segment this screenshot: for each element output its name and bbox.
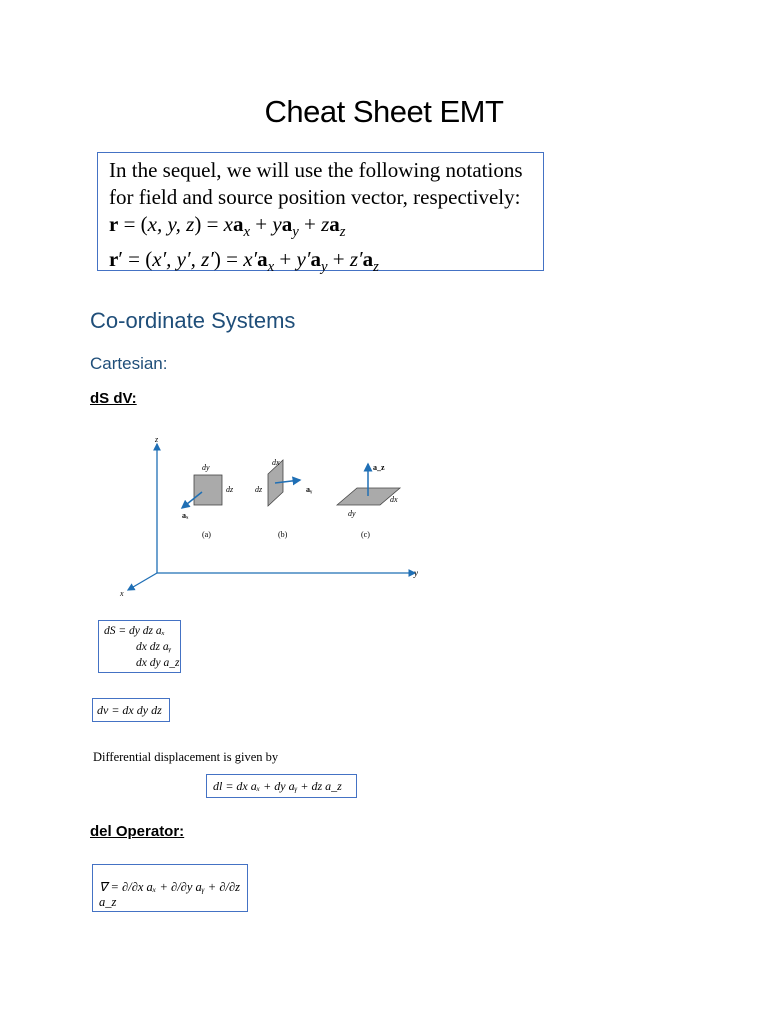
subsection-heading-cartesian: Cartesian:: [90, 354, 168, 373]
surface-c-caption: (c): [361, 530, 370, 539]
del-equation-box: ∇ = ∂/∂x aₓ + ∂/∂y aᵧ + ∂/∂z a_z: [92, 864, 248, 912]
notation-eq-r: r = (x, y, $z) = xa_x + ya_y + za_z$: [109, 212, 346, 241]
page-title: Cheat Sheet EMT: [264, 94, 504, 129]
surface-b-top-label: dx: [272, 458, 280, 467]
surface-a: [194, 475, 222, 505]
surface-a-top-label: dy: [202, 463, 210, 472]
dv-equation-box: dv = dx dy dz: [92, 698, 170, 722]
ds-line-3: dx dy a_z: [136, 657, 180, 669]
z-axis-label: z: [155, 435, 159, 444]
surface-a-side-label: dz: [226, 485, 234, 494]
notation-line-2: for field and source position vector, respectively:: [109, 185, 521, 209]
y-axis-label: y: [414, 568, 418, 578]
label-ds-dv: dS dV:: [90, 390, 137, 407]
surface-b-side-label: dz: [255, 485, 263, 494]
section-heading-coordinate-systems: Co-ordinate Systems: [90, 308, 296, 333]
dl-equation-box: dl = dx aₓ + dy aᵧ + dz a_z: [206, 774, 357, 798]
ds-line-2: dx dz aᵧ: [136, 641, 172, 653]
surface-a-caption: (a): [202, 530, 211, 539]
surface-a-vector-label: aₓ: [182, 511, 189, 520]
x-axis-label: x: [120, 589, 124, 598]
label-del-operator: del Operator:: [90, 823, 185, 840]
surface-b-vector-label: aᵧ: [306, 485, 313, 494]
differential-displacement-text: Differential displacement is given by: [93, 750, 279, 764]
surface-c-vector-label: a_z: [373, 463, 385, 472]
surface-c-dx-label: dx: [390, 495, 398, 504]
differential-surface-figure: [110, 430, 430, 600]
notation-line-1: In the sequel, we will use the following notations: [109, 158, 523, 182]
notation-box: [97, 152, 544, 276]
surface-c-dy-label: dy: [348, 509, 356, 518]
notation-eq-rprime: r′ = (x′, y′, $z') = x'a_x + y'a_y + z'a_z$: [109, 247, 379, 276]
surface-b-caption: (b): [278, 530, 288, 539]
ds-equation-box: [98, 620, 181, 673]
ds-line-1: dS = dy dz aₓ: [104, 625, 165, 637]
x-axis: [128, 573, 157, 590]
